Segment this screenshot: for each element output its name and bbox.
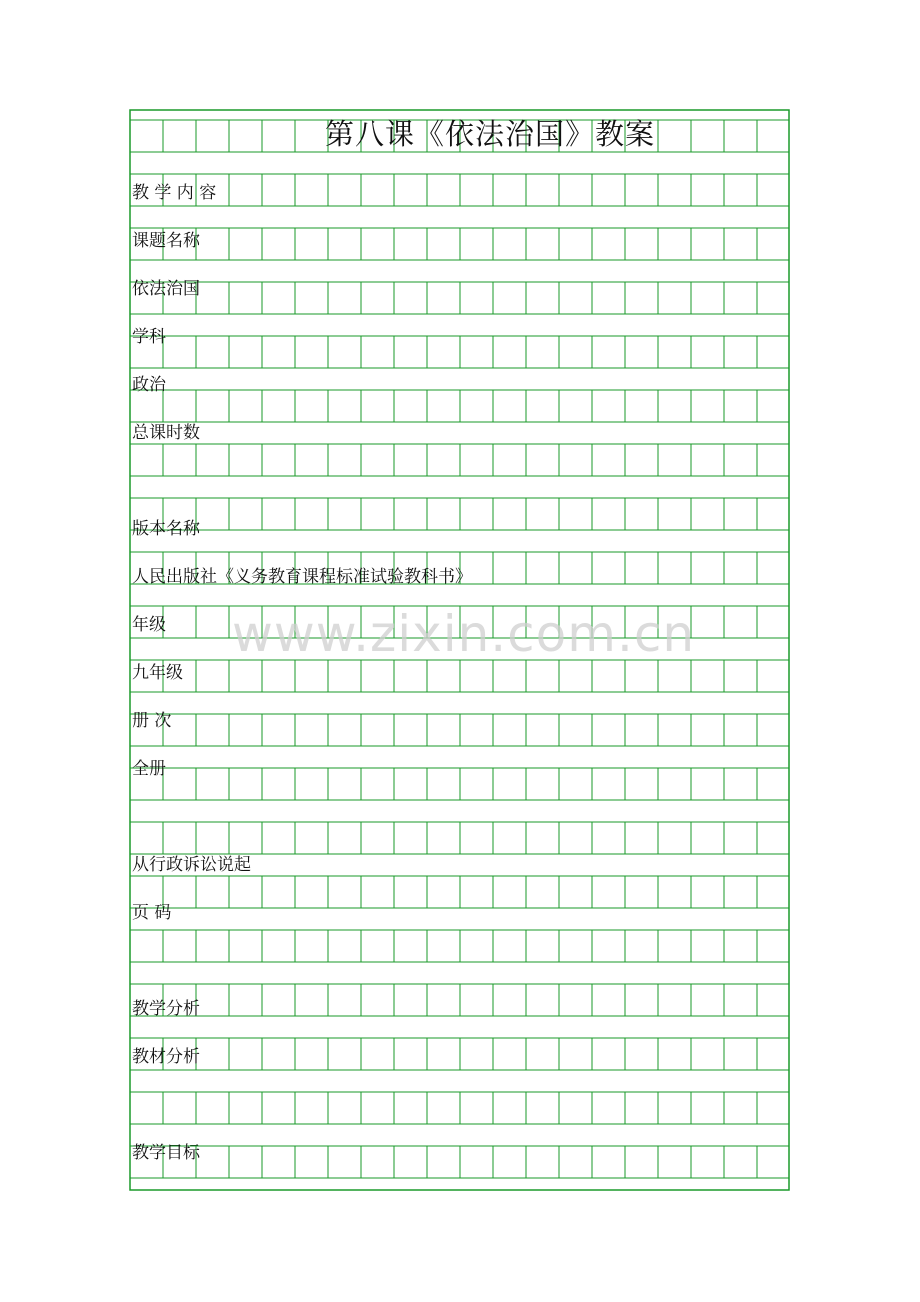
text-line-edition-label: 版本名称 [132, 519, 200, 539]
text-line-edition-value: 人民出版社《义务教育课程标准试验教科书》 [132, 567, 472, 587]
text-line-subject-value: 政治 [132, 375, 166, 395]
text-line-subject-label: 学科 [132, 327, 166, 347]
text-line-grade-value: 九年级 [132, 663, 183, 683]
text-line-teaching-goals: 教学目标 [132, 1143, 200, 1163]
text-line-topic-label: 课题名称 [132, 231, 200, 251]
text-line-topic-value: 依法治国 [132, 279, 200, 299]
text-line-teaching-content: 教 学 内 容 [132, 183, 217, 203]
text-line-volume-value: 全册 [132, 759, 166, 779]
text-line-total-hours-label: 总课时数 [132, 423, 200, 443]
text-line-grade-label: 年级 [132, 615, 166, 635]
text-line-teaching-analysis: 教学分析 [132, 999, 200, 1019]
text-line-page-label: 页 码 [132, 903, 172, 923]
text-line-material-analysis: 教材分析 [132, 1047, 200, 1067]
document-title: 第八课《依法治国》教案 [324, 117, 655, 151]
watermark-text: www.zixin.com.cn [232, 605, 696, 663]
text-line-lesson-start: 从行政诉讼说起 [132, 855, 251, 875]
text-line-volume-label: 册 次 [132, 711, 172, 731]
